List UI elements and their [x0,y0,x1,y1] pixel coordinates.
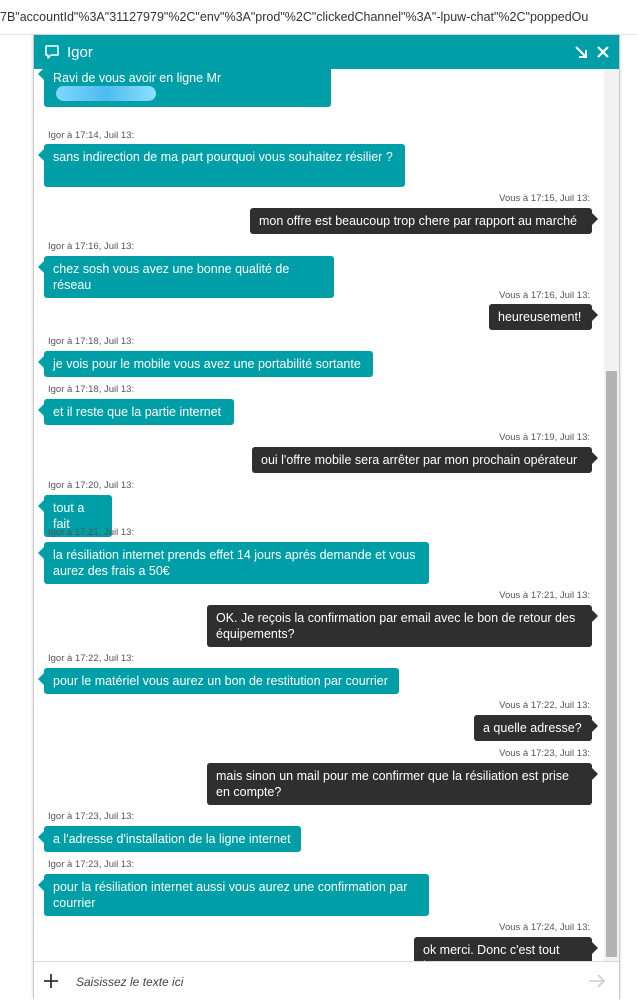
message-meta: Igor à 17:16, Juil 13: [48,241,135,252]
message-meta: Vous à 17:21, Juil 13: [499,590,590,601]
redacted-name [56,86,156,101]
agent-message [44,69,331,107]
address-bar[interactable] [0,0,637,35]
agent-message: la résiliation internet prends effet 14 jours aprés demande et vous aurez des frais a 50€ [44,542,429,584]
message-meta: Vous à 17:15, Juil 13: [499,193,590,204]
user-message: mon offre est beaucoup trop chere par rapport au marché [250,208,592,234]
user-message: heureusement! [489,304,592,330]
message-meta: Vous à 17:16, Juil 13: [499,290,590,301]
message-meta: Igor à 17:18, Juil 13: [48,336,135,347]
url-text: 7B"accountId"%3A"31127979"%2C"env"%3A"prod"%2C"clickedChannel"%3A"-lpuw-chat"%2C"poppedOu [0,10,589,24]
message-meta: Igor à 17:21, Juil 13: [48,527,135,538]
message-meta: Vous à 17:23, Juil 13: [499,748,590,759]
user-message: oui l'offre mobile sera arrêter par mon prochain opérateur [252,447,592,473]
plus-icon[interactable] [42,972,60,990]
send-arrow-icon[interactable] [587,972,607,990]
message-input[interactable] [74,970,558,994]
agent-message: je vois pour le mobile vous avez une portabilité sortante [44,351,373,377]
agent-message: chez sosh vous avez une bonne qualité de réseau [44,256,334,298]
agent-message: et il reste que la partie internet [44,399,234,425]
agent-message: pour le matériel vous aurez un bon de restitution par courrier [44,668,399,694]
chat-title: Igor [67,44,93,61]
chat-header [34,35,619,69]
user-message: OK. Je reçois la confirmation par email avec le bon de retour des équipements? [207,605,592,647]
message-list[interactable] [34,69,604,972]
minimize-arrow-icon[interactable] [574,45,588,59]
message-meta: Igor à 17:23, Juil 13: [48,859,135,870]
composer [34,961,619,1000]
close-icon[interactable] [596,45,610,59]
message-meta: Igor à 17:23, Juil 13: [48,811,135,822]
message-meta: Igor à 17:20, Juil 13: [48,480,135,491]
agent-message: tout a fait [44,495,112,537]
chat-bubble-icon [44,44,60,60]
message-meta: Igor à 17:14, Juil 13: [48,130,135,141]
scrollbar[interactable] [604,69,619,972]
message-meta: Vous à 17:24, Juil 13: [499,922,590,933]
message-text: Ravi de vous avoir en ligne Mr [53,71,222,85]
agent-message: sans indirection de ma part pourquoi vous souhaitez résilier ? [44,144,405,187]
scrollbar-thumb[interactable] [606,371,617,957]
message-meta: Vous à 17:22, Juil 13: [499,700,590,711]
agent-message: pour la résiliation internet aussi vous aurez une confirmation par courrier [44,874,429,916]
user-message: a quelle adresse? [474,715,592,741]
message-meta: Vous à 17:19, Juil 13: [499,432,590,443]
user-message: mais sinon un mail pour me confirmer que la résiliation est prise en compte? [207,763,592,805]
message-meta: Igor à 17:22, Juil 13: [48,653,135,664]
agent-message: a l'adresse d'installation de la ligne internet [44,826,301,852]
message-meta: Igor à 17:18, Juil 13: [48,384,135,395]
chat-window [33,35,620,999]
user-message: ok merci. Donc c'est tout [414,937,592,972]
